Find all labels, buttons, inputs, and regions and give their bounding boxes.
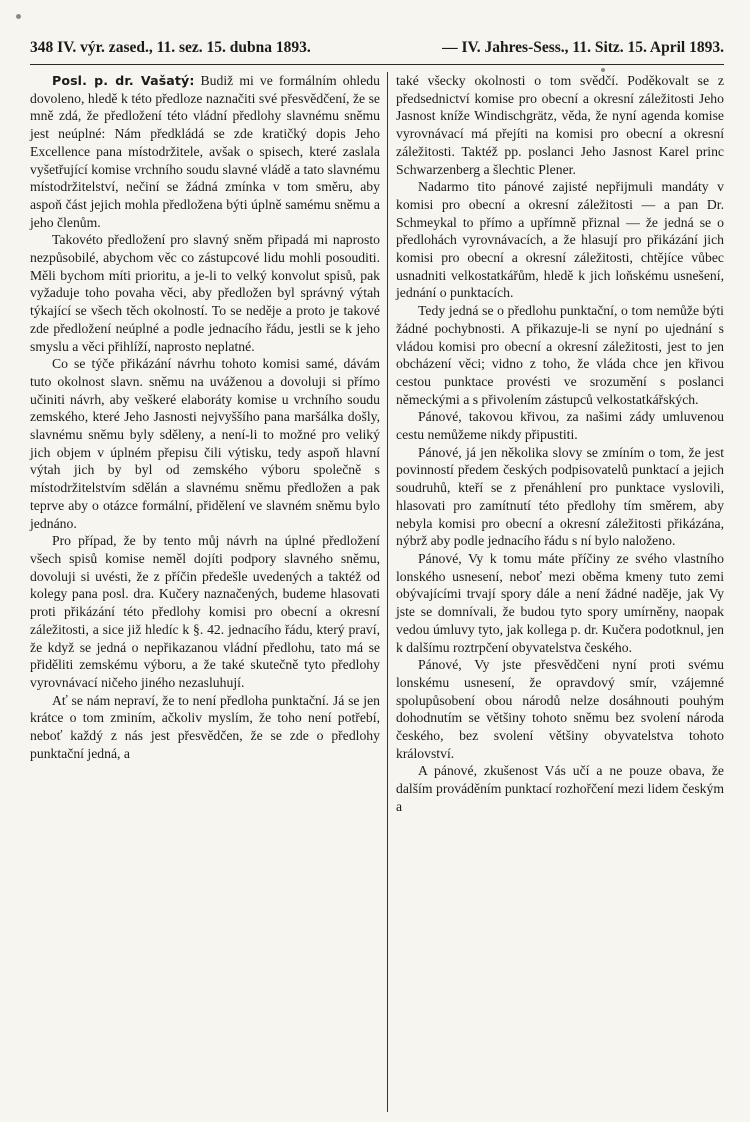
paragraph [396,762,724,815]
paragraph [396,178,724,302]
paragraph-text: Pánové, Vy jste přesvědčeni nyní proti svému lonskému usnesení, že opravdový smír, vzájemné spolupůsobení obou národů nelze dosáhnouti pouhým dohodnutím se většiny tohoto sněmu bez svolení národa českého, bez svolení většiny obyvatelstva tohoto království. [396,657,724,761]
paragraph-text: Ať se nám nepraví, že to není předloha punktační. Já se jen krátce o tom zminím, ačkoliv myslím, že toho není potřebí, neboť každý z nás jest přesvědčen, že se zde o předlohy punktační jedná, a [30,692,380,761]
paragraph-text: Nadarmo tito pánové zajisté nepřijmuli mandáty v komisi pro obecní a okresní záležitosti — a pan Dr. Schmeykal to přímo a upřímně přiznal — že jedná se o předlohách vyrovnávacích, a že hlasují pro přikázání jich komisi pro obecní a okresní záležitosti, chtějíce vůbec usnadniti velkostatkářům, hledě k jich loňskému usnešení, jednání o punktacích. [396,179,724,301]
paragraph [30,231,380,355]
paragraph [396,444,724,550]
paragraph [30,532,380,691]
column-divider [387,72,388,1112]
paragraph [396,72,724,178]
header-german: — IV. Jahres-Sess., 11. Sitz. 15. April 1893. [442,39,724,56]
paragraph [396,408,724,443]
page-header [30,34,724,62]
paragraph [30,72,380,231]
right-column [396,72,724,1112]
paragraph-text: A pánové, zkušenost Vás učí a ne pouze obava, že dalším prováděním punktací rozhořčení mezi lidem českým a [396,763,724,814]
paragraph [396,302,724,408]
paragraph [30,692,380,763]
paragraph-text: Budiž mi ve formálním ohledu dovoleno, hledě k této předloze naznačiti své přesvědčení, že se mně zdá, že předložení této vládní předlohy slavnému sněmu jest neúplné: Nám předkládá se zde kratičký dopis Jeho Excellence pana místodržitele, avšak o spisech, které zaslala vyšetřující komise vrchního soudu slavné vládě a tato slavnému místodržitelství, nečiní se žádná zmínka v tom směru, aby aspoň část jejich mohla předložena býti úplně samému sněmu a jeho členům. [30,73,380,230]
speaker-name: Posl. p. dr. Vašatý: [52,73,195,88]
header-czech: 348 IV. výr. zased., 11. sez. 15. dubna 1893. [30,39,311,56]
paragraph-text: Pánové, takovou křivou, za našimi zády umluvenou cestu nemůžeme nikdy připustiti. [396,409,724,443]
paragraph [30,355,380,532]
paragraph-text: Co se týče přikázání návrhu tohoto komisi samé, dávám tuto okolnost slavn. sněmu na uváženou a dovoluji si přímo učiniti návrh, aby veškeré elaboráty komise u vrchního soudu zemského, které Jeho Jasnosti nejvyššího pana maršálka došly, slavnému sněmu byly sděleny, a není-li to možné pro veliký jich objem v úplném přepisu čili výtisku, tedy aspoň hlavní výtah jich by byl od zemského výboru společně s místodržitelstvím sdělán a slavnému sněmu předložen a pak teprve aby o otázce formální, přidělení ve slavném sněmu bylo jednáno. [30,356,380,531]
paper-speck [16,14,21,19]
left-column [30,72,380,1112]
header-rule [30,64,724,65]
paragraph-text: Pánové, Vy k tomu máte příčiny ze svého vlastního lonského usnesení, neboť mezi oběma kmeny tuto zemi obývajícími trvají spory dále a není žádné naděje, jak Vy jste se domnívali, že budou tyto spory umírněny, naopak vedou úmluvy tyto, jak kollega p. dr. Kučera podotknul, jen k dalšímu roztrpčení obyvatelstva českého. [396,550,724,655]
paragraph-text: Pánové, já jen několika slovy se zmíním o tom, že jest povinností předem českých podpisovatelů punktací a jejich soudruhů, kteří se z přenáhlení pro punktace vyslovili, hlasovati pro zamítnutí této předlohy tím směrem, aby nebyla komisi pro obecní a okresní záležitosti přikázána, nýbrž aby podle jednacího řádu s ní bylo naloženo. [396,444,724,549]
paragraph [396,656,724,762]
paragraph [396,550,724,656]
paragraph-text: Pro případ, že by tento můj návrh na úplné předložení všech spisů komise neměl dojíti podpory slavného sněmu, dovoluji si uvésti, že z příčin předešle uvedených a taktéž od kolegy pana posl. dra. Kučery naznačených, budeme hlasovati proti přikázání této předlohy komisi pro obecní a okresní záležitosti, a sice již hledíc k §. 42. jednacího řádu, který praví, že když se jedná o nepřikazanou vládní předlohu, tato má se přiděliti zemskému výboru, a že také skutečně tyto předlohy vyrovnávací ničeho jiného nezasluhují. [30,533,380,690]
paragraph-text: Takovéto předložení pro slavný sněm připadá mi naprosto nezpůsobilé, abychom věc co zástupcové lidu mohli posouditi. Měli bychom míti prioritu, a je-li to velký konvolut spisů, pak vyžaduje toho povaha věci, aby předložen byl správný výtah týkající se všech těch okolností. To se neděje a proto je takové zde předložení neúplné a podle jednacího řádu, jestli se k jeho smyslu a věci přihlíží, naprosto neplatné. [30,232,380,354]
paragraph-text: také všecky okolnosti o tom svědčí. Poděkovalt se z předsednictví komise pro obecní a okresní záležitosti Jeho Jasnost kníže Windischgrätz, věda, že nyní agenda komise vyrovnávací má přejíti na komisi pro obecní a okresní záležitosti. Taktéž pp. poslanci Jeho Jasnost Karel princ Schwarzenberg a šlechtic Plener. [396,73,724,177]
paragraph-text: Tedy jedná se o předlohu punktační, o tom nemůže býti žádné pochybnosti. A přikazuje-li se nyní po ujednání s vládou komisi pro obecní a okresní záležitosti, jest to jen obcházení věci; vidno z toho, že vláda chce jen křivou cestou punktace provésti ve srozumění s poslanci německými a s přivolením zástupců velkostatkářských. [396,303,724,407]
